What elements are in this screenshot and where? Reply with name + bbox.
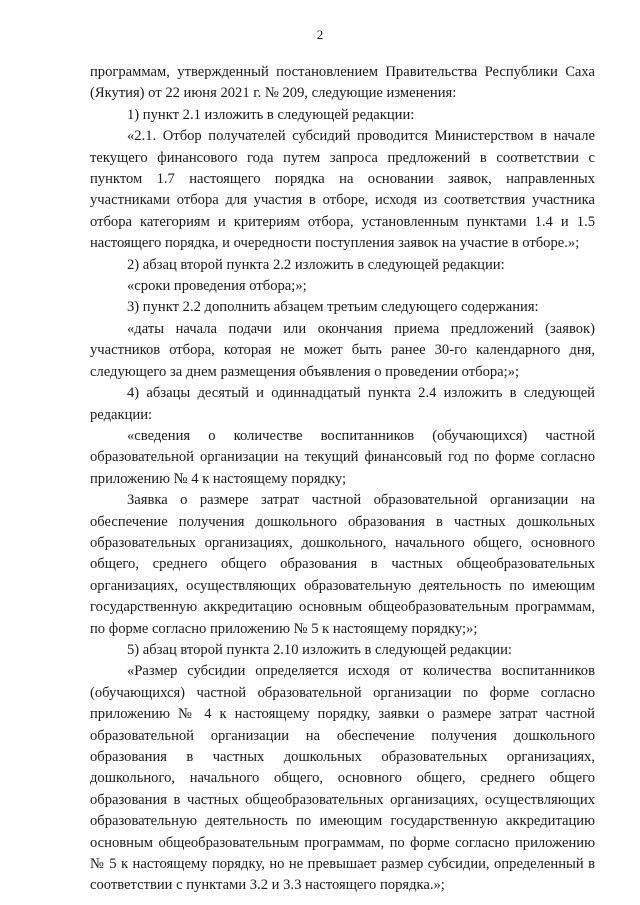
paragraph-item-4: 4) абзацы десятый и одиннадцатый пункта 2.4 изложить в следующей редакции: <box>90 385 595 423</box>
paragraph-application-dates: «даты начала подачи или окончания приема предложений (заявок) участников отбора, которая не может быть ранее 30-го календарного дня, следующего за днем размещения объявления о проведении отбора;»; <box>90 320 595 380</box>
paragraph-selection-terms: «сроки проведения отбора;»; <box>127 278 307 295</box>
paragraph-amendment-intro: программам, утвержденный постановлением Правительства Республики Саха (Якутия) от 22 июня 2021 г. № 209, следующие изменения: <box>90 64 595 102</box>
paragraph-item-5: 5) абзац второй пункта 2.10 изложить в следующей редакции: <box>127 641 512 658</box>
paragraph-cost-application: Заявка о размере затрат частной образовательной организации на обеспечение получения дошкольного образования в частных дошкольных образовательных организациях, дошкольного, начального общего, основного общего, среднего общего образования в частных общеобразовательных организациях, осуществляющих образовательную деятельность по имеющим государственную аккредитацию основным общеобразовательным программам, по форме согласно приложению № 5 к настоящему порядку;»; <box>90 492 595 637</box>
paragraph-item-2: 2) абзац второй пункта 2.2 изложить в следующей редакции: <box>127 256 505 273</box>
paragraph-pupil-count: «сведения о количестве воспитанников (обучающихся) частной образовательной организации на текущий финансовый год по форме согласно приложению № 4 к настоящему порядку; <box>90 427 595 487</box>
paragraph-clause-2-1: «2.1. Отбор получателей субсидий проводится Министерством в начале текущего финансового года путем запроса предложений в соответствии с пунктом 1.7 настоящего порядка на основании заявок, направленных участниками отбора для участия в отборе, исходя из соответствия участника отбора категориям и критериям отбора, установленным пунктами 1.4 и 1.5 настоящего порядка, и очередности поступления заявок на участие в отборе.»; <box>90 128 595 252</box>
page-number: 2 <box>316 27 324 42</box>
paragraph-item-3: 3) пункт 2.2 дополнить абзацем третьим следующего содержания: <box>127 299 539 316</box>
document-body <box>90 62 595 897</box>
paragraph-item-1: 1) пункт 2.1 изложить в следующей редакции: <box>127 106 415 123</box>
paragraph-subsidy-size: «Размер субсидии определяется исходя от количества воспитанников (обучающихся) частной образовательной организации по форме согласно приложению № 4 к настоящему порядку, заявки о размере затрат частной образовательной организации на обеспечение получения дошкольного образования в частных дошкольных образовательных организациях, дошкольного, начального общего, основного общего, среднего общего образования в частных общеобразовательных организациях, осуществляющих образовательную деятельность по имеющим государственную аккредитацию основным общеобразовательным программам, по форме согласно приложению № 5 к настоящему порядку, но не превышает размер субсидии, определенный в соответствии с пунктами 3.2 и 3.3 настоящего порядка.»; <box>90 663 595 894</box>
